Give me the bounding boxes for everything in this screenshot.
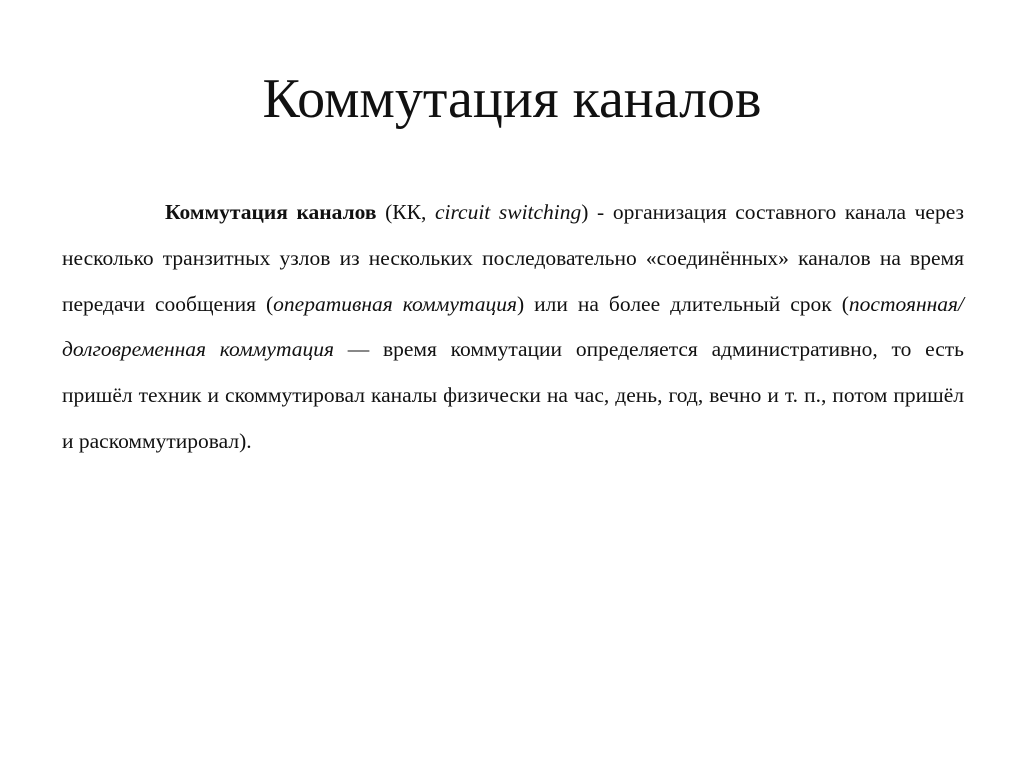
- permanent-switching-term: постоянная/долговременная коммутация: [62, 291, 965, 362]
- paragraph-text-3: ) или на более длительный срок (: [516, 291, 849, 316]
- definition-paragraph: [62, 190, 964, 465]
- defined-term: Коммутация каналов: [165, 200, 377, 224]
- paragraph-text-1: (КК,: [376, 200, 435, 224]
- paragraph-text-4: — время коммутации определяется административно, то есть пришёл техник и скоммутировал каналы физически на час, день, год, вечно и т. п., потом пришёл и раскоммутировал).: [62, 337, 964, 453]
- paragraph-text-2: ) - организация составного канала через несколько транзитных узлов из нескольких последовательно «соединённых» каналов на время передачи сообщения (: [62, 200, 965, 316]
- slide-title: Коммутация каналов: [262, 68, 762, 130]
- operational-switching-term: оперативная коммутация: [273, 291, 517, 316]
- english-term: circuit switching: [434, 200, 582, 224]
